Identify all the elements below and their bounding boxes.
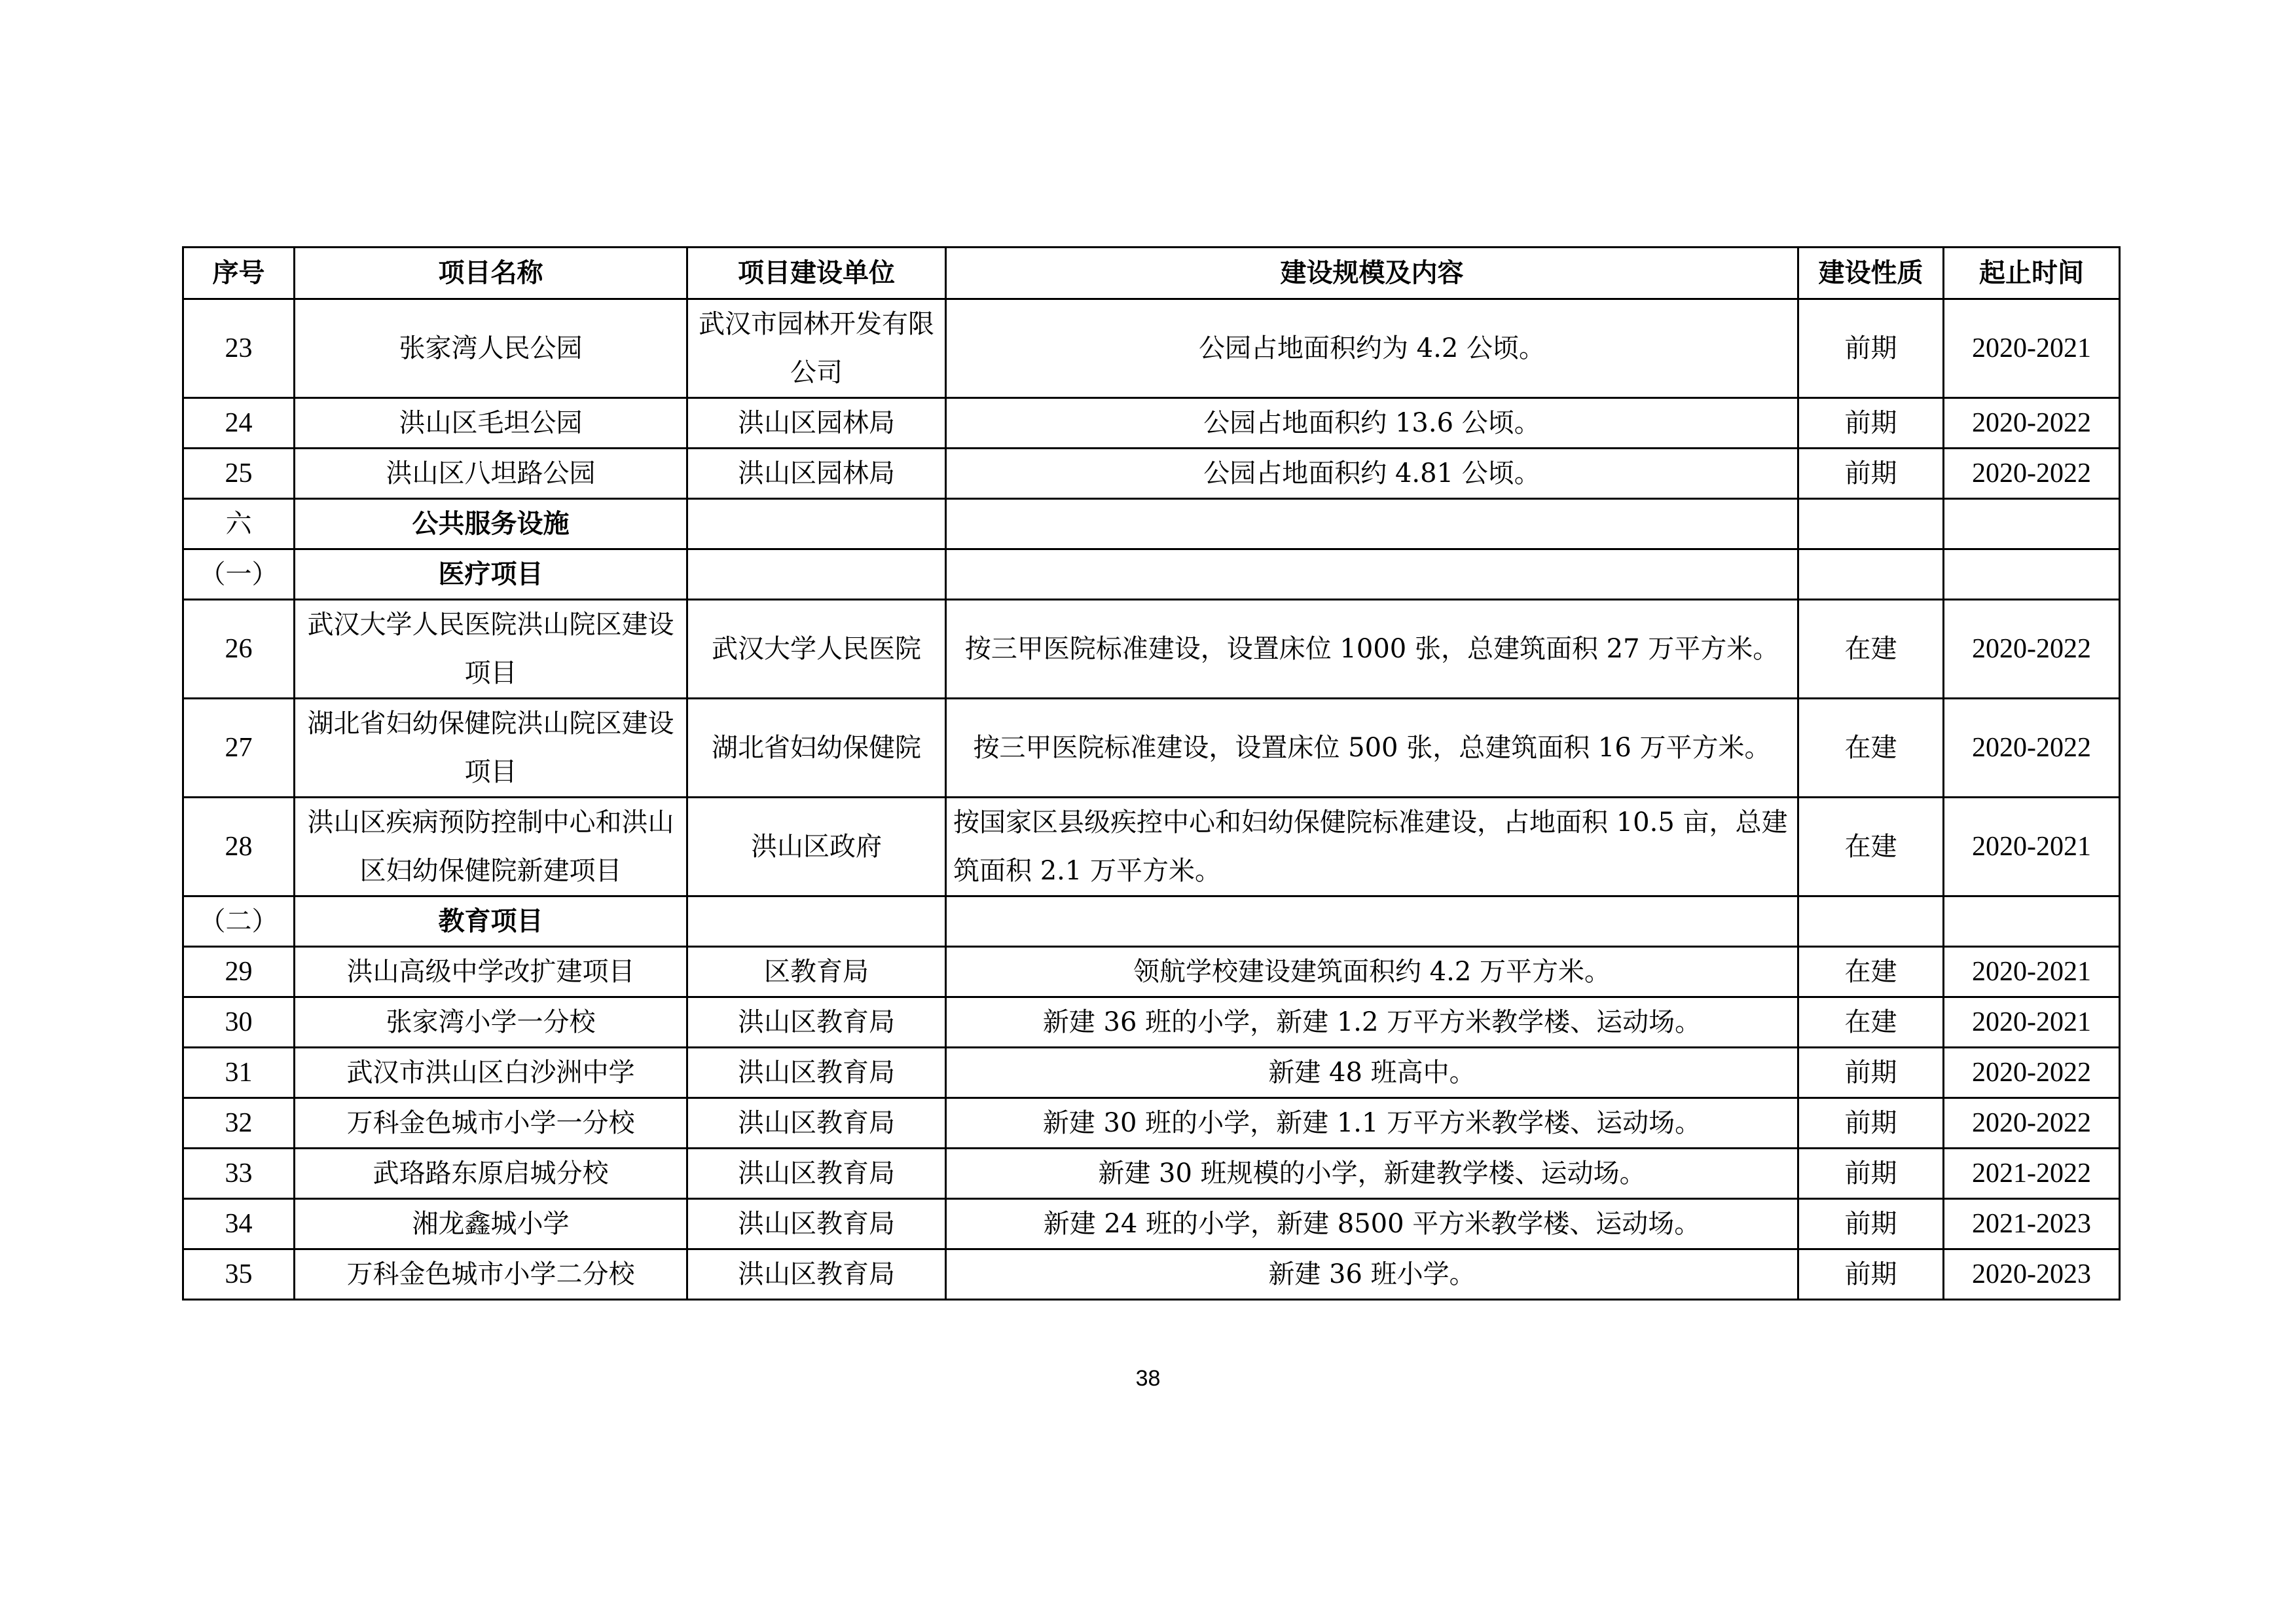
cell-unit: 洪山区教育局 <box>687 1199 946 1249</box>
cell-name: 万科金色城市小学一分校 <box>295 1098 687 1149</box>
cell-nature: 前期 <box>1798 1199 1944 1249</box>
header-period: 起止时间 <box>1944 248 2120 299</box>
cell-nature: 前期 <box>1798 449 1944 499</box>
cell-period: 2020-2021 <box>1944 997 2120 1048</box>
cell-period: 2021-2022 <box>1944 1149 2120 1199</box>
cell-content: 公园占地面积约 13.6 公顷。 <box>946 398 1798 449</box>
cell-seq: 34 <box>183 1199 295 1249</box>
cell-seq: （二） <box>183 896 295 947</box>
cell-nature <box>1798 549 1944 600</box>
cell-seq: 23 <box>183 299 295 398</box>
cell-name: 武珞路东原启城分校 <box>295 1149 687 1199</box>
cell-seq: 30 <box>183 997 295 1048</box>
cell-nature: 在建 <box>1798 947 1944 997</box>
cell-seq: 六 <box>183 499 295 549</box>
table-row <box>183 798 2120 896</box>
page-number: 38 <box>1135 1366 1161 1391</box>
cell-period: 2020-2022 <box>1944 398 2120 449</box>
cell-content: 新建 30 班的小学，新建 1.1 万平方米教学楼、运动场。 <box>946 1098 1798 1149</box>
cell-content: 领航学校建设建筑面积约 4.2 万平方米。 <box>946 947 1798 997</box>
table-row <box>183 1149 2120 1199</box>
cell-period: 2020-2022 <box>1944 600 2120 699</box>
header-unit: 项目建设单位 <box>687 248 946 299</box>
cell-period: 2020-2022 <box>1944 1098 2120 1149</box>
cell-unit <box>687 896 946 947</box>
cell-unit: 洪山区教育局 <box>687 1149 946 1199</box>
table-row <box>183 600 2120 699</box>
cell-nature: 前期 <box>1798 398 1944 449</box>
table-row <box>183 398 2120 449</box>
cell-period <box>1944 896 2120 947</box>
cell-name: 洪山区疾病预防控制中心和洪山区妇幼保健院新建项目 <box>295 798 687 896</box>
cell-content: 公园占地面积约 4.81 公顷。 <box>946 449 1798 499</box>
table-row <box>183 1098 2120 1149</box>
table-row <box>183 449 2120 499</box>
cell-unit: 洪山区政府 <box>687 798 946 896</box>
cell-unit <box>687 499 946 549</box>
header-nature: 建设性质 <box>1798 248 1944 299</box>
section-row <box>183 896 2120 947</box>
cell-period: 2020-2023 <box>1944 1249 2120 1300</box>
cell-seq: 25 <box>183 449 295 499</box>
cell-nature: 在建 <box>1798 997 1944 1048</box>
table-row <box>183 947 2120 997</box>
cell-seq: 33 <box>183 1149 295 1199</box>
cell-content: 新建 36 班的小学，新建 1.2 万平方米教学楼、运动场。 <box>946 997 1798 1048</box>
cell-seq: 32 <box>183 1098 295 1149</box>
cell-unit: 洪山区教育局 <box>687 1048 946 1098</box>
table-header-row <box>183 248 2120 299</box>
cell-unit: 武汉市园林开发有限公司 <box>687 299 946 398</box>
cell-name: 洪山区八坦路公园 <box>295 449 687 499</box>
cell-period: 2020-2022 <box>1944 449 2120 499</box>
section-title: 医疗项目 <box>295 549 687 600</box>
cell-unit: 洪山区教育局 <box>687 1249 946 1300</box>
cell-period <box>1944 499 2120 549</box>
cell-content: 新建 30 班规模的小学，新建教学楼、运动场。 <box>946 1149 1798 1199</box>
cell-content <box>946 896 1798 947</box>
cell-seq: 35 <box>183 1249 295 1300</box>
cell-seq: （一） <box>183 549 295 600</box>
cell-nature <box>1798 499 1944 549</box>
cell-content <box>946 499 1798 549</box>
table-row <box>183 997 2120 1048</box>
header-seq: 序号 <box>183 248 295 299</box>
cell-content: 按国家区县级疾控中心和妇幼保健院标准建设，占地面积 10.5 亩，总建筑面积 2.1 万平方米。 <box>946 798 1798 896</box>
cell-content: 新建 48 班高中。 <box>946 1048 1798 1098</box>
cell-name: 洪山区毛坦公园 <box>295 398 687 449</box>
table-row <box>183 1249 2120 1300</box>
cell-seq: 29 <box>183 947 295 997</box>
header-name: 项目名称 <box>295 248 687 299</box>
cell-nature: 在建 <box>1798 798 1944 896</box>
section-title: 教育项目 <box>295 896 687 947</box>
cell-nature: 前期 <box>1798 1098 1944 1149</box>
cell-seq: 31 <box>183 1048 295 1098</box>
cell-name: 武汉大学人民医院洪山院区建设项目 <box>295 600 687 699</box>
cell-seq: 26 <box>183 600 295 699</box>
cell-period <box>1944 549 2120 600</box>
table-row <box>183 1199 2120 1249</box>
cell-unit: 武汉大学人民医院 <box>687 600 946 699</box>
cell-name: 张家湾小学一分校 <box>295 997 687 1048</box>
cell-unit: 湖北省妇幼保健院 <box>687 699 946 798</box>
section-row <box>183 499 2120 549</box>
cell-nature: 在建 <box>1798 699 1944 798</box>
cell-seq: 24 <box>183 398 295 449</box>
table-row <box>183 699 2120 798</box>
cell-period: 2021-2023 <box>1944 1199 2120 1249</box>
cell-nature <box>1798 896 1944 947</box>
cell-seq: 27 <box>183 699 295 798</box>
cell-content: 新建 24 班的小学，新建 8500 平方米教学楼、运动场。 <box>946 1199 1798 1249</box>
cell-period: 2020-2022 <box>1944 699 2120 798</box>
cell-nature: 前期 <box>1798 299 1944 398</box>
cell-nature: 前期 <box>1798 1048 1944 1098</box>
cell-unit: 洪山区教育局 <box>687 1098 946 1149</box>
table-row <box>183 299 2120 398</box>
cell-period: 2020-2022 <box>1944 1048 2120 1098</box>
cell-content: 按三甲医院标准建设，设置床位 500 张，总建筑面积 16 万平方米。 <box>946 699 1798 798</box>
cell-seq: 28 <box>183 798 295 896</box>
cell-nature: 在建 <box>1798 600 1944 699</box>
cell-content: 按三甲医院标准建设，设置床位 1000 张，总建筑面积 27 万平方米。 <box>946 600 1798 699</box>
cell-unit <box>687 549 946 600</box>
cell-name: 武汉市洪山区白沙洲中学 <box>295 1048 687 1098</box>
cell-period: 2020-2021 <box>1944 299 2120 398</box>
cell-name: 洪山高级中学改扩建项目 <box>295 947 687 997</box>
cell-unit: 洪山区教育局 <box>687 997 946 1048</box>
section-title: 公共服务设施 <box>295 499 687 549</box>
cell-nature: 前期 <box>1798 1149 1944 1199</box>
cell-period: 2020-2021 <box>1944 798 2120 896</box>
cell-name: 万科金色城市小学二分校 <box>295 1249 687 1300</box>
table-row <box>183 1048 2120 1098</box>
section-row <box>183 549 2120 600</box>
cell-nature: 前期 <box>1798 1249 1944 1300</box>
cell-content: 公园占地面积约为 4.2 公顷。 <box>946 299 1798 398</box>
cell-name: 湘龙鑫城小学 <box>295 1199 687 1249</box>
cell-name: 湖北省妇幼保健院洪山院区建设项目 <box>295 699 687 798</box>
cell-unit: 区教育局 <box>687 947 946 997</box>
cell-content <box>946 549 1798 600</box>
cell-period: 2020-2021 <box>1944 947 2120 997</box>
header-content: 建设规模及内容 <box>946 248 1798 299</box>
cell-name: 张家湾人民公园 <box>295 299 687 398</box>
cell-unit: 洪山区园林局 <box>687 449 946 499</box>
project-table <box>182 246 2121 1301</box>
cell-content: 新建 36 班小学。 <box>946 1249 1798 1300</box>
cell-unit: 洪山区园林局 <box>687 398 946 449</box>
